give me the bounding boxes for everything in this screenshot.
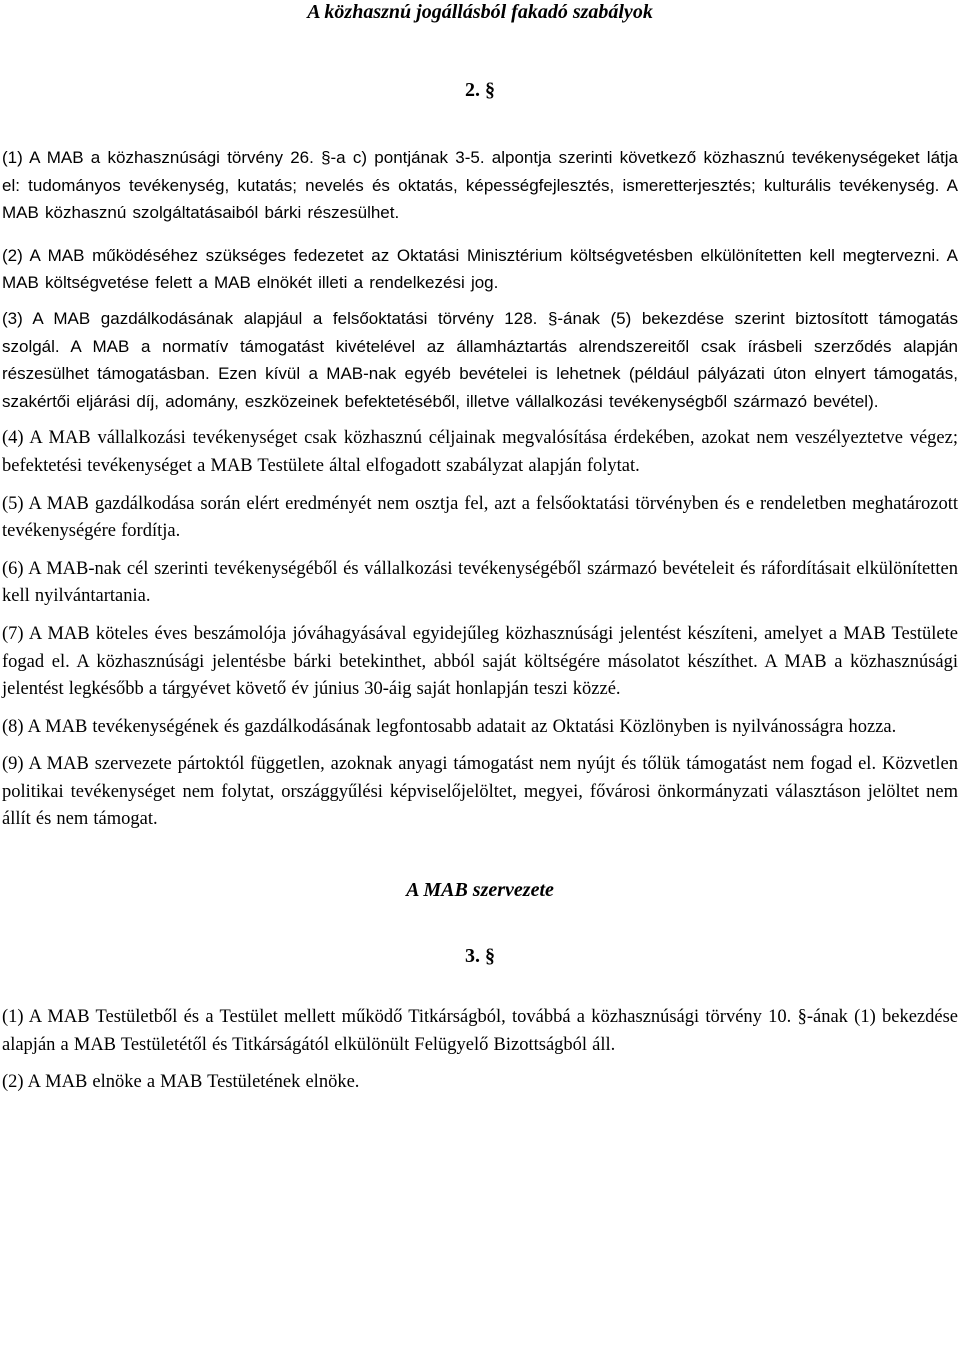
paragraph: (2) A MAB elnöke a MAB Testületének elnöke. <box>2 1072 360 1093</box>
section-number: 3. § <box>465 945 495 968</box>
paragraph: (3) A MAB gazdálkodásának alapjául a felsőoktatási törvény 128. §-ának (5) bekezdése szerint biztosított támogatás szolgál. A MAB a normatív támogatást kivételével az államháztartás alrendszereitől csak írásbeli szerződés alapján részesülhet támogatásban. Ezen kívül a MAB-nak egyéb bevételei is lehetnek (például pályázati úton elnyert támogatás, szakértői eljárási díj, adomány, eszközeinek befektetéséből, illetve vállalkozási tevékenységből származó bevétel). <box>2 308 958 411</box>
paragraph: (9) A MAB szervezete pártoktól független, azoknak anyagi támogatást nem nyújt és tőlük támogatást nem fogad el. Közvetlen politikai tevékenységet nem folytat, országgyűlési képviselőjelöltet, megyei, fővárosi önkormányzati választáson jelöltet nem állít és nem támogat. <box>2 754 958 830</box>
paragraph: (8) A MAB tevékenységének és gazdálkodásának legfontosabb adatait az Oktatási Közlönyben is nyilvánosságra hozza. <box>2 716 897 737</box>
paragraph: (7) A MAB köteles éves beszámolója jóváhagyásával egyidejűleg közhasznúsági jelentést készíteni, amelyet a MAB Testülete fogad el. A közhasznúsági jelentésbe bárki betekinthet, abból saját költségére másolatot készíthet. A MAB a közhasznúsági jelentést legkésőbb a tárgyévet követő év június 30-áig saját honlapján teszi közzé. <box>2 623 958 700</box>
paragraph: (5) A MAB gazdálkodása során elért eredményét nem osztja fel, azt a felsőoktatási törvényben és e rendeletben meghatározott tevékenységére fordítja. <box>2 493 958 542</box>
paragraph: (1) A MAB a közhasznúsági törvény 26. §-a c) pontjának 3-5. alpontja szerinti következő közhasznú tevékenységeket látja el: tudományos tevékenység, kutatás; nevelés és oktatás, képességfejlesztés, ismeretterjesztés; kulturális tevékenység. A MAB közhasznú szolgáltatásaiból bárki részesülhet. <box>2 148 958 223</box>
section-number: 2. § <box>465 79 495 101</box>
section-title: A MAB szervezete <box>406 879 554 902</box>
section-title: A közhasznú jogállásból fakadó szabályok <box>307 1 653 23</box>
paragraph: (6) A MAB-nak cél szerinti tevékenységéből és vállalkozási tevékenységéből származó bevételeit és ráfordításait elkülönítetten kell nyilvántartania. <box>2 558 958 607</box>
document-page <box>2 0 958 1097</box>
paragraph: (2) A MAB működéséhez szükséges fedezetet az Oktatási Minisztérium költségvetésben elkülönítetten kell megtervezni. A MAB költségvetése felett a MAB elnökét illeti a rendelkezési jog. <box>2 245 958 293</box>
paragraph: (4) A MAB vállalkozási tevékenységet csak közhasznú céljainak megvalósítása érdekében, azokat nem veszélyeztetve végez; befektetési tevékenységet a MAB Testülete által elfogadott szabályzat alapján folytat. <box>2 428 958 476</box>
paragraph: (1) A MAB Testületből és a Testület mellett működő Titkárságból, továbbá a közhasznúsági törvény 10. §-ának (1) bekezdése alapján a MAB Testületétől és Titkárságától elkülönült Felügyelő Bizottságból áll. <box>2 1007 958 1055</box>
